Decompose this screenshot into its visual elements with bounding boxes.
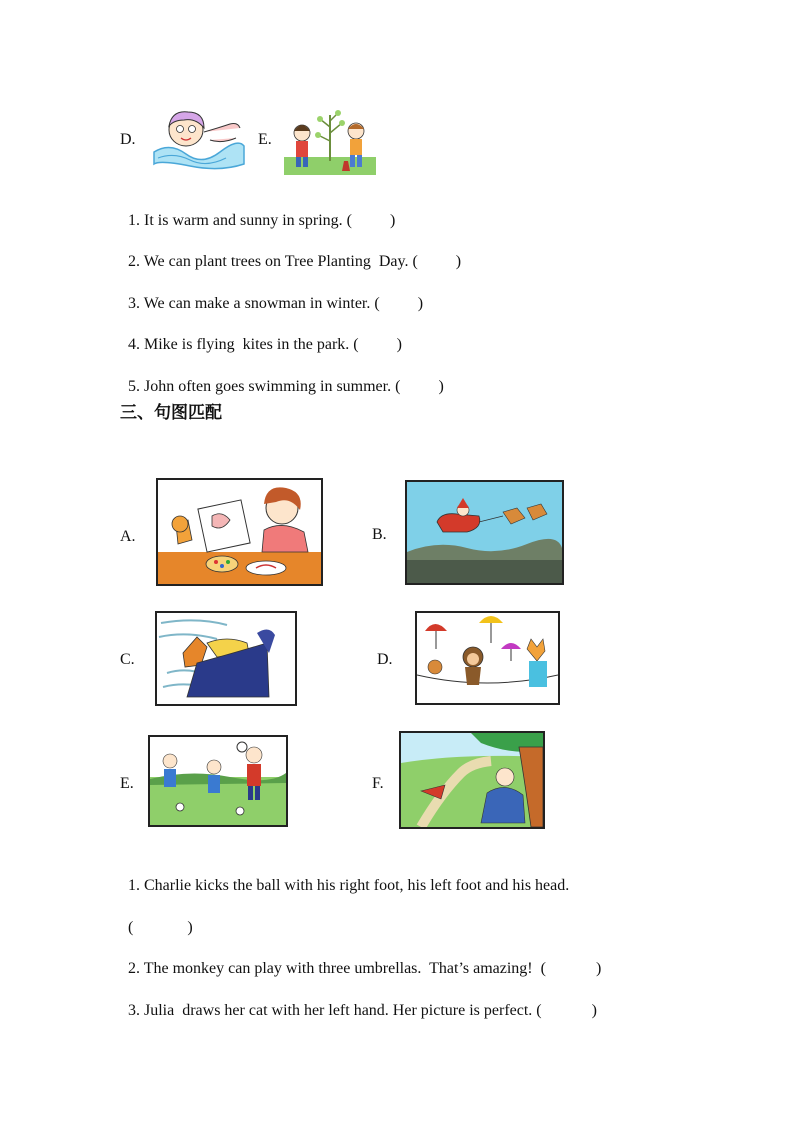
option-b-label: B. <box>372 526 387 543</box>
question-item <box>120 981 597 1021</box>
question-item <box>120 939 601 979</box>
question-number: 5. <box>128 378 140 395</box>
question-close: ) <box>438 378 444 395</box>
question-number: 4. <box>128 336 140 353</box>
question-item <box>120 856 569 896</box>
question-text: We can make a snowman in winter. ( <box>143 295 380 312</box>
tree-reading-picture <box>399 731 545 829</box>
question-close: ) <box>396 336 402 353</box>
football-kids-picture <box>148 735 288 827</box>
question-item <box>120 232 461 272</box>
swimming-girl-picture <box>150 102 246 172</box>
question-number: 3. <box>128 1002 140 1019</box>
question-text: John often goes swimming in summer. ( <box>144 378 401 395</box>
question-close: ) <box>455 253 462 270</box>
question-text: Mike is flying kites in the park. ( <box>144 336 359 353</box>
question-item <box>120 191 395 231</box>
santa-sleigh-picture <box>405 480 564 585</box>
option-d-picture-label: D. <box>377 651 393 668</box>
question-item <box>120 274 423 314</box>
planting-trees-picture <box>284 107 376 175</box>
question-close: ) <box>187 919 193 936</box>
option-c-label: C. <box>120 651 135 668</box>
question-text: Charlie kicks the ball with his right foot, his left foot and his head. <box>144 877 570 894</box>
question-close: ) <box>389 212 396 229</box>
question-item <box>120 315 402 355</box>
section-title: 三、句图匹配 <box>120 403 222 423</box>
option-e-picture-label: E. <box>120 775 134 792</box>
question-number: 2. <box>128 960 140 977</box>
option-f-label: F. <box>372 775 384 792</box>
question-number: 2. <box>128 253 140 270</box>
question-number: 3. <box>128 295 140 312</box>
question-text: Julia draws her cat with her left hand. Her picture is perfect. ( <box>144 1002 542 1019</box>
answer-open: ( <box>128 919 134 936</box>
option-d-label: D. <box>120 131 136 148</box>
monkey-umbrellas-picture <box>415 611 560 705</box>
question-text: The monkey can play with three umbrellas. That’s amazing! ( <box>143 960 546 977</box>
drawing-girl-picture <box>156 478 323 586</box>
question-text: We can plant trees on Tree Planting Day. ( <box>143 253 418 270</box>
question-text: It is warm and sunny in spring. ( <box>144 212 352 229</box>
option-e-label: E. <box>258 131 272 148</box>
question-close: ) <box>591 1002 597 1019</box>
question-item <box>120 357 444 397</box>
question-number: 1. <box>128 877 140 894</box>
question-close: ) <box>417 295 424 312</box>
question-number: 1. <box>128 212 140 229</box>
answer-line <box>120 898 193 938</box>
question-close: ) <box>595 960 602 977</box>
windy-cat-picture <box>155 611 297 706</box>
option-a-label: A. <box>120 528 136 545</box>
